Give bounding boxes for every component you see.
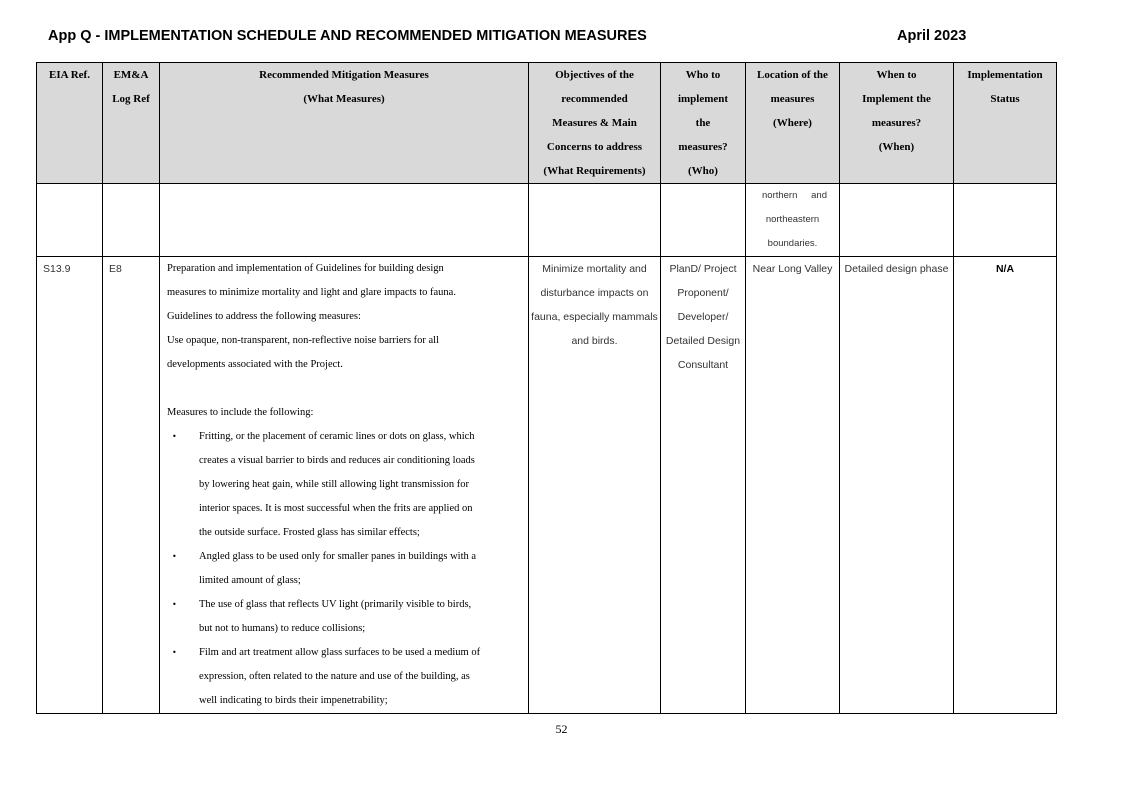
location-text: boundaries. xyxy=(767,238,818,249)
measures-line: Guidelines to address the following measures: xyxy=(167,311,361,322)
col-header-ema-log-ref xyxy=(103,63,160,184)
measures-include-label: Measures to include the following: xyxy=(167,407,314,418)
col-header-line: (What Measures) xyxy=(303,93,385,105)
mitigation-schedule-table xyxy=(36,62,1057,714)
col-header-when xyxy=(840,63,954,184)
location-cell: Near Long Valley xyxy=(746,257,840,714)
table-cell xyxy=(37,184,103,257)
bullet-line: expression, often related to the nature and use of the building, as xyxy=(199,671,470,682)
col-header-line: measures? xyxy=(871,117,922,129)
log-ref-cell: E8 xyxy=(103,257,160,714)
bullet-line: but not to humans) to reduce collisions; xyxy=(199,623,366,634)
table-cell xyxy=(840,184,954,257)
bullet-line: Angled glass to be used only for smaller panes in buildings with a xyxy=(199,551,477,562)
col-header-who xyxy=(661,63,746,184)
col-header-line: When to xyxy=(876,69,917,81)
who-line: Proponent/ xyxy=(677,287,729,299)
bullet-list xyxy=(167,425,522,713)
bullet-line: The use of glass that reflects UV light (primarily visible to birds, xyxy=(199,599,472,610)
bullet-line: the outside surface. Frosted glass has similar effects; xyxy=(199,527,420,538)
bullet-item xyxy=(167,425,522,545)
table-cell xyxy=(954,184,1057,257)
col-header-line: Concerns to address xyxy=(546,141,643,153)
col-header-line: recommended xyxy=(561,93,628,105)
objectives-cell xyxy=(529,257,661,714)
objectives-line: Minimize mortality and xyxy=(542,263,647,275)
measures-line: measures to minimize mortality and light and glare impacts to fauna. xyxy=(167,287,456,298)
col-header-line: (Who) xyxy=(688,165,718,177)
who-line: PlanD/ Project xyxy=(669,263,737,275)
bullet-line: well indicating to birds their impenetrability; xyxy=(199,695,388,706)
measures-line: Preparation and implementation of Guidelines for building design xyxy=(167,263,444,274)
col-header-line: Status xyxy=(990,93,1020,105)
bullet-item xyxy=(167,545,522,593)
eia-ref-cell: S13.9 xyxy=(37,257,103,714)
col-header-line: Log Ref xyxy=(112,93,150,105)
bullet-line: by lowering heat gain, while still allowing light transmission for xyxy=(199,479,470,490)
col-header-line: Recommended Mitigation Measures xyxy=(259,69,429,81)
status-cell: N/A xyxy=(954,257,1057,714)
document-title: App Q - IMPLEMENTATION SCHEDULE AND RECOMMENDED MITIGATION MEASURES xyxy=(48,28,647,44)
bullet-icon: • xyxy=(172,600,177,609)
when-cell: Detailed design phase xyxy=(840,257,954,714)
col-header-measures xyxy=(160,63,529,184)
col-header-line: Location of the xyxy=(757,69,828,81)
bullet-icon: • xyxy=(172,648,177,657)
col-header-eia-ref xyxy=(37,63,103,184)
col-header-line: Objectives of the xyxy=(555,69,634,81)
location-text: northern xyxy=(762,190,798,201)
header-row xyxy=(37,63,1057,184)
table-cell xyxy=(661,184,746,257)
bullet-line: limited amount of glass; xyxy=(199,575,301,586)
col-header-line: the xyxy=(695,117,711,129)
col-header-line: EM&A xyxy=(113,69,149,81)
objectives-line: and birds. xyxy=(571,335,618,347)
col-header-line: EIA Ref. xyxy=(49,69,90,81)
col-header-line: (What Requirements) xyxy=(543,165,646,177)
col-header-line: Measures & Main xyxy=(552,117,637,129)
col-header-objectives xyxy=(529,63,661,184)
col-header-line: Implement the xyxy=(862,93,931,105)
col-header-line: implement xyxy=(677,93,729,105)
bullet-line: Film and art treatment allow glass surfaces to be used a medium of xyxy=(199,647,481,658)
objectives-line: fauna, especially mammals xyxy=(531,311,658,323)
col-header-line: measures? xyxy=(678,141,728,153)
col-header-location xyxy=(746,63,840,184)
col-header-line: Who to xyxy=(685,69,721,81)
who-line: Developer/ xyxy=(677,311,729,323)
bullet-item xyxy=(167,641,522,713)
col-header-line: (Where) xyxy=(773,117,812,129)
measures-intro xyxy=(167,257,522,425)
location-text: northeastern xyxy=(765,214,820,225)
bullet-item xyxy=(167,593,522,641)
location-text: and xyxy=(811,190,827,201)
bullet-line: Fritting, or the placement of ceramic lines or dots on glass, which xyxy=(199,431,475,442)
who-line: Detailed Design xyxy=(665,335,741,347)
measures-line: Use opaque, non-transparent, non-reflective noise barriers for all xyxy=(167,335,440,346)
col-header-line: Implementation xyxy=(967,69,1043,81)
bullet-icon: • xyxy=(172,552,177,561)
table-cell xyxy=(160,184,529,257)
table-cell xyxy=(103,184,160,257)
col-header-line: (When) xyxy=(878,141,915,153)
col-header-status xyxy=(954,63,1057,184)
table-row xyxy=(37,184,1057,257)
location-cell xyxy=(746,184,840,257)
col-header-line: measures xyxy=(770,93,815,105)
bullet-line: interior spaces. It is most successful when the frits are applied on xyxy=(199,503,473,514)
measures-cell xyxy=(160,257,529,714)
document-date: April 2023 xyxy=(897,28,967,44)
bullet-line: creates a visual barrier to birds and reduces air conditioning loads xyxy=(199,455,475,466)
who-line: Consultant xyxy=(677,359,729,371)
table-row xyxy=(37,257,1057,714)
measures-line: developments associated with the Project. xyxy=(167,359,343,370)
objectives-line: disturbance impacts on xyxy=(540,287,649,299)
table-cell xyxy=(529,184,661,257)
page-number: 52 xyxy=(555,722,568,736)
bullet-icon: • xyxy=(172,432,177,441)
who-cell xyxy=(661,257,746,714)
